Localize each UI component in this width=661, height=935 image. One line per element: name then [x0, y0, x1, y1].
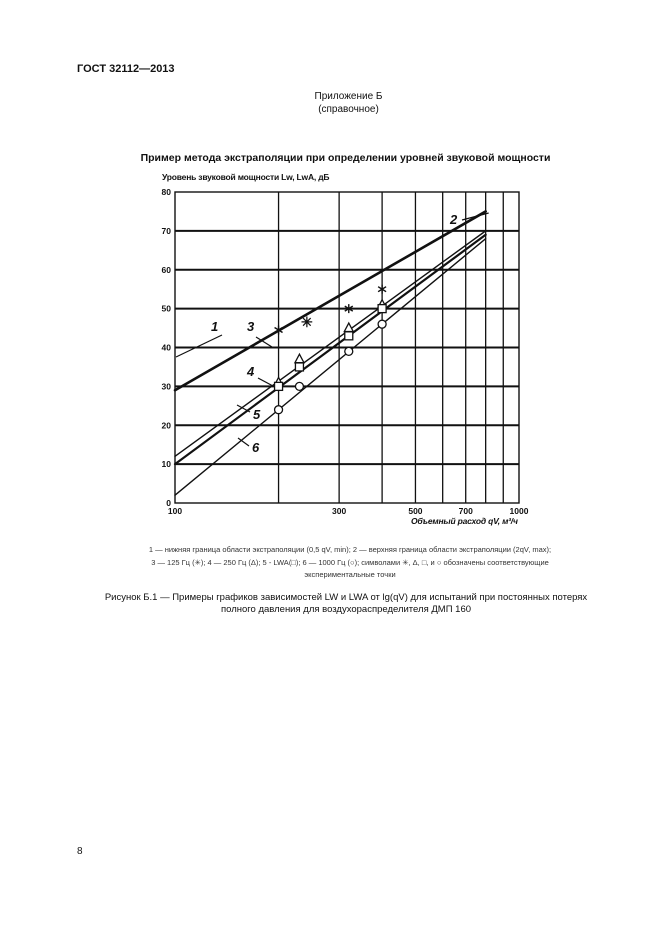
series-3-symbol: ✳: [301, 314, 313, 330]
y-axis-label: Уровень звуковой мощности Lw, LwA, дБ: [162, 172, 330, 182]
series-label-4-leader: [258, 378, 273, 386]
data-point-circle: [345, 347, 353, 355]
appendix-title: Приложение Б: [314, 91, 383, 102]
y-tick-label: 10: [161, 459, 171, 470]
x-tick-label: 1000: [509, 506, 529, 516]
series-label-3: 3: [247, 319, 255, 334]
figure-note-line-3: экспериментальные точки: [304, 570, 396, 579]
page-number: 8: [77, 846, 83, 857]
y-tick-label: 70: [161, 225, 171, 236]
data-point-square: [345, 332, 353, 340]
x-axis-label: Объемный расход qV, м³/ч: [411, 516, 518, 526]
y-tick-label: 50: [161, 303, 171, 314]
data-point-square: [295, 363, 303, 371]
series-label-6: 6: [252, 440, 260, 455]
y-tick-label: 60: [161, 264, 171, 275]
series-line-6: [175, 239, 486, 496]
y-tick-label: 40: [161, 342, 171, 353]
data-point-star: [378, 285, 386, 294]
series-label-4: 4: [247, 364, 255, 379]
y-tick-label: 0: [166, 498, 171, 508]
figure-title: Пример метода экстраполяции при определении уровней звуковой мощности: [140, 152, 551, 164]
boundary-label-1: 1: [211, 319, 219, 334]
series-line-4: [175, 231, 486, 456]
data-point-triangle: [295, 354, 304, 363]
x-tick-label: 100: [167, 506, 183, 516]
boundary-label-2: 2: [450, 212, 458, 227]
data-point-circle: [275, 406, 283, 414]
figure-note-line-2: 3 — 125 Гц (✳); 4 — 250 Гц (Δ); 5 - LWA(□); 6 — 1000 Гц (○); символами ✳, Δ, □, и ○ обозначены соответствующие: [151, 558, 549, 567]
appendix-subtitle: (справочное): [318, 104, 379, 115]
figure-caption-line-1: Рисунок Б.1 — Примеры графиков зависимостей LW и LWA от lg(qV) для испытаний при постоянных потерях: [104, 592, 588, 603]
series-line-3: [175, 211, 486, 390]
y-tick-label: 30: [161, 381, 171, 392]
y-tick-label: 20: [161, 420, 171, 431]
data-point-circle: [378, 320, 386, 328]
data-point-circle: [295, 382, 303, 390]
document-header: ГОСТ 32112—2013: [77, 63, 175, 75]
series-label-5: 5: [253, 407, 261, 422]
data-point-square: [378, 305, 386, 313]
boundary-label-1-leader: [176, 335, 222, 357]
x-tick-label: 300: [332, 506, 347, 516]
x-tick-label: 700: [458, 506, 473, 516]
figure-note-line-1: 1 — нижняя граница области экстраполяции (0,5 qV, min); 2 — верхняя граница области экстраполяции (2qV, max);: [148, 545, 552, 554]
y-tick-label: 80: [161, 187, 171, 197]
figure-caption-line-2: полного давления для воздухораспределителя ДМП 160: [220, 604, 472, 615]
data-point-square: [275, 382, 283, 390]
x-tick-label: 500: [408, 506, 423, 516]
